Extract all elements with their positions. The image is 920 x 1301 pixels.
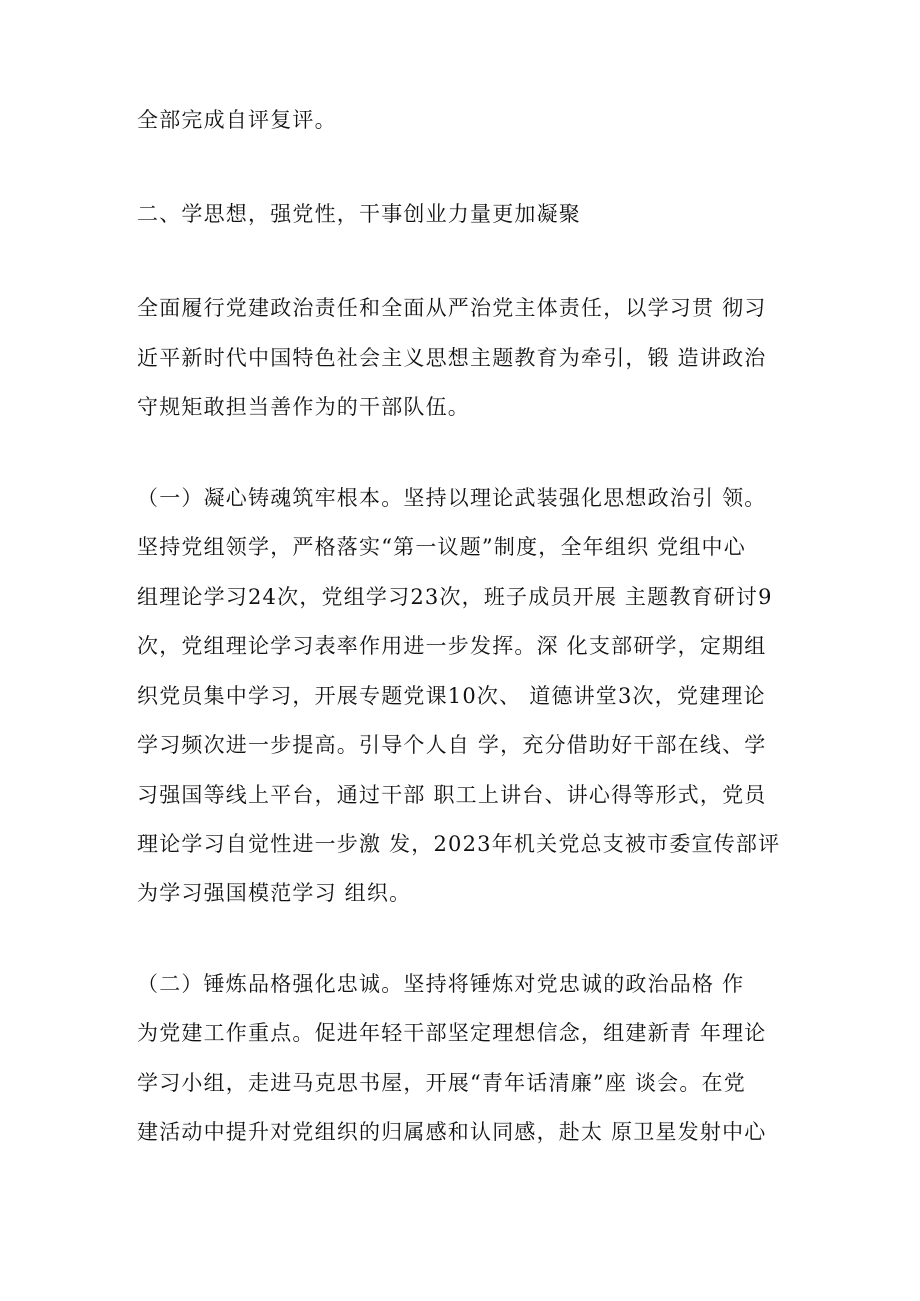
paragraph-line: 为党建工作重点。促进年轻干部坚定理想信念，组建新青 年理论 bbox=[137, 1021, 767, 1045]
paragraph-line: 全面履行党建政治责任和全面从严治党主体责任，以学习贯 彻习 bbox=[137, 296, 767, 320]
paragraph-line: 组理论学习24次，党组学习23次，班子成员开展 主题教育研讨9 bbox=[137, 585, 773, 609]
paragraph-line: 习强国等线上平台，通过干部 职工上讲台、讲心得等形式，党员 bbox=[137, 783, 767, 807]
paragraph-line: 近平新时代中国特色社会主义思想主题教育为牵引，锻 造讲政治 bbox=[137, 346, 767, 370]
section-heading: 二、学思想，强党性，干事创业力量更加凝聚 bbox=[137, 202, 581, 226]
paragraph-line: 次，党组理论学习表率作用进一步发挥。深 化支部研学，定期组 bbox=[137, 634, 767, 658]
paragraph-line: 建活动中提升对党组织的归属感和认同感，赴太 原卫星发射中心 bbox=[137, 1120, 767, 1144]
paragraph-line: 全部完成自评复评。 bbox=[137, 108, 337, 132]
paragraph-line: 守规矩敢担当善作为的干部队伍。 bbox=[137, 395, 470, 419]
paragraph-line: 为学习强国模范学习 组织。 bbox=[137, 881, 412, 905]
subsection-line: （二）锤炼品格强化忠诚。坚持将锤炼对党忠诚的政治品格 作 bbox=[137, 972, 745, 996]
paragraph-line: 坚持党组领学，严格落实“第一议题”制度，全年组织 党组中心 bbox=[137, 535, 746, 559]
paragraph-line: 学习频次进一步提高。引导个人自 学，充分借助好干部在线、学 bbox=[137, 733, 767, 757]
paragraph-line: 学习小组，走进马克思书屋，开展“青年话清廉”座 谈会。在党 bbox=[137, 1071, 746, 1095]
subsection-line: （一）凝心铸魂筑牢根本。坚持以理论武装强化思想政治引 领。 bbox=[137, 486, 767, 510]
paragraph-line: 织党员集中学习，开展专题党课10次、 道德讲堂3次，党建理论 bbox=[137, 684, 766, 708]
paragraph-line: 理论学习自觉性进一步激 发，2023年机关党总支被市委宣传部评 bbox=[137, 832, 781, 856]
